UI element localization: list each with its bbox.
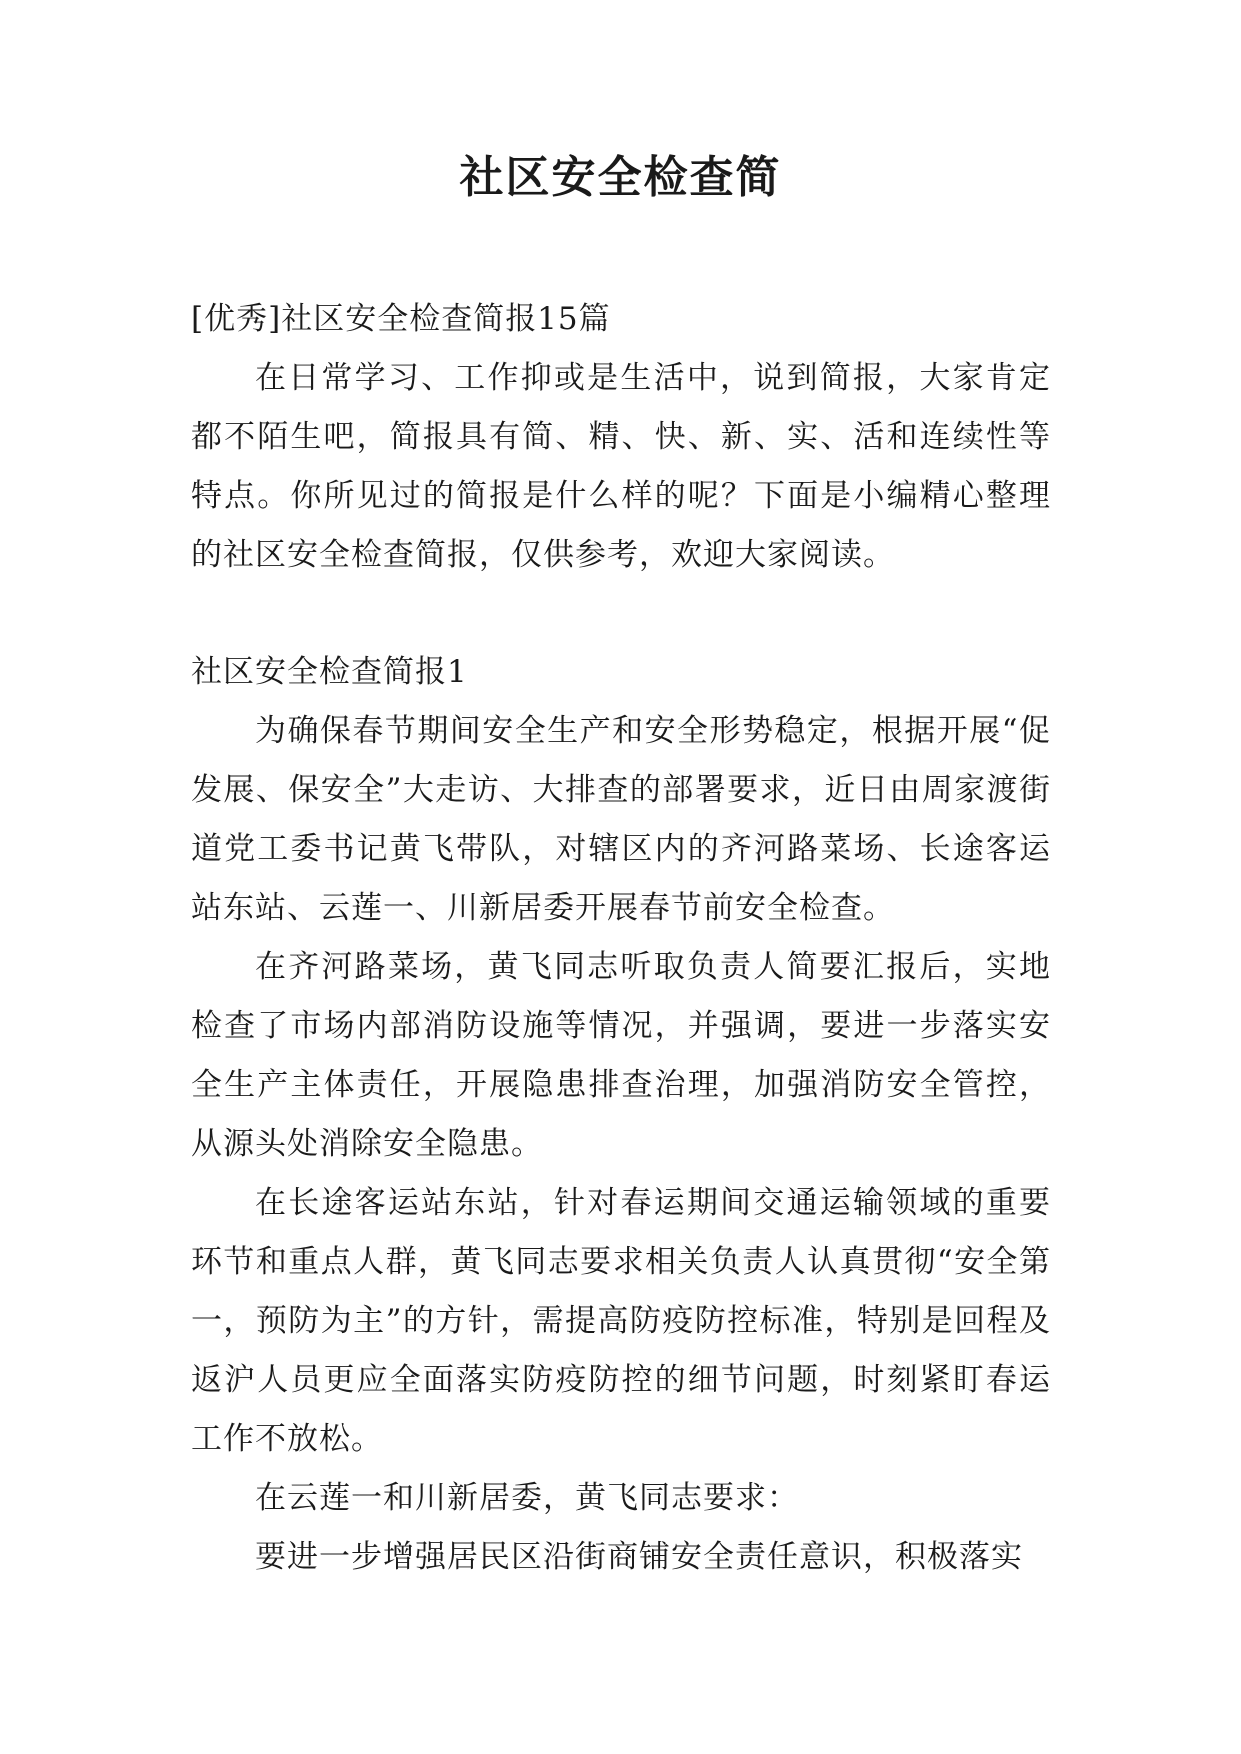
document-title: 社区安全检查简 — [459, 152, 782, 203]
document-subtitle: [优秀]社区安全检查简报15篇 — [191, 301, 611, 337]
body-paragraph-2: 在齐河路菜场，黄飞同志听取负责人简要汇报后，实地检查了市场内部消防设施等情况，并强调，要进一步落实安全生产主体责任，开展隐患排查治理，加强消防安全管控，从源头处消除安全隐患。 — [191, 949, 1051, 1162]
section-heading: 社区安全检查简报1 — [191, 654, 468, 690]
body-paragraph-4: 在云莲一和川新居委，黄飞同志要求： — [255, 1480, 799, 1516]
document-body — [191, 290, 1051, 1587]
body-paragraph-3: 在长途客运站东站，针对春运期间交通运输领域的重要环节和重点人群，黄飞同志要求相关负责人认真贯彻“安全第一，预防为主”的方针，需提高防疫防控标准，特别是回程及返沪人员更应全面落实防疫防控的细节问题，时刻紧盯春运工作不放松。 — [191, 1185, 1051, 1457]
intro-paragraph: 在日常学习、工作抑或是生活中，说到简报，大家肯定都不陌生吧，简报具有简、精、快、新、实、活和连续性等特点。你所见过的简报是什么样的呢？下面是小编精心整理的社区安全检查简报，仅供参考，欢迎大家阅读。 — [191, 360, 1051, 573]
body-paragraph-1: 为确保春节期间安全生产和安全形势稳定，根据开展“促发展、保安全”大走访、大排查的部署要求，近日由周家渡街道党工委书记黄飞带队，对辖区内的齐河路菜场、长途客运站东站、云莲一、川新居委开展春节前安全检查。 — [191, 713, 1051, 926]
body-paragraph-5: 要进一步增强居民区沿街商铺安全责任意识，积极落实 — [255, 1539, 1023, 1575]
section-spacer — [191, 585, 1051, 643]
